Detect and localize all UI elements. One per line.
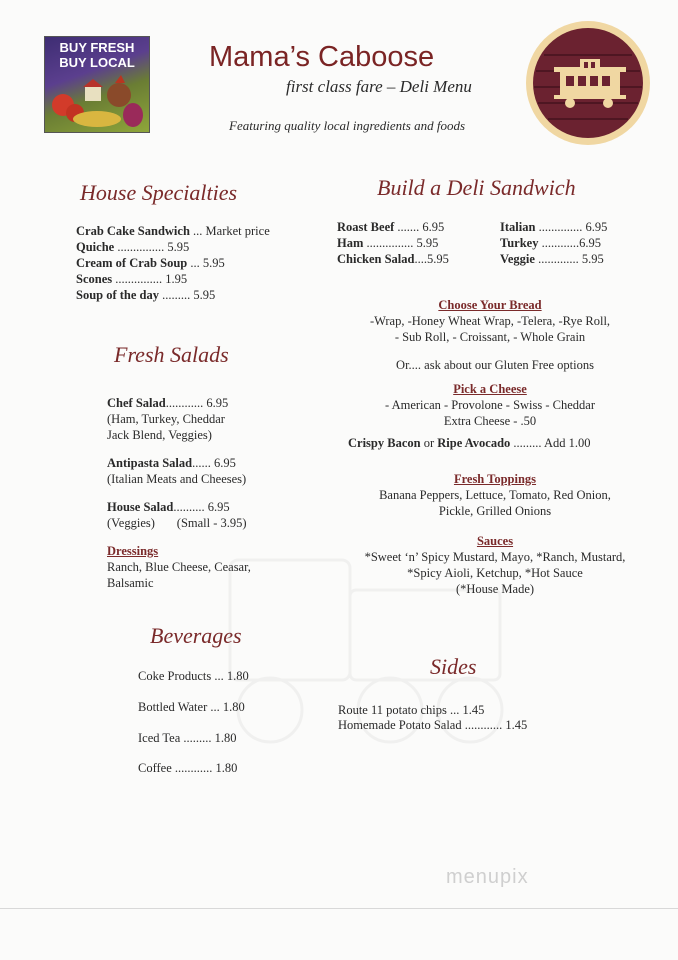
chef-salad-name: Chef Salad — [107, 396, 166, 410]
deli-item-name: Ham — [337, 236, 364, 250]
bread-section — [330, 298, 650, 345]
house-item-price: ............... 5.95 — [114, 240, 190, 254]
house-item-name: Scones — [76, 272, 113, 286]
deli-sandwich-heading: Build a Deli Sandwich — [377, 175, 576, 200]
beverage-item: Coffee ............ 1.80 — [138, 761, 238, 775]
deli-item-name: Veggie — [500, 252, 535, 266]
chef-salad-desc: (Ham, Turkey, Cheddar — [107, 412, 225, 426]
house-salad-price: .......... 6.95 — [173, 500, 230, 514]
dressings-list: Ranch, Blue Cheese, Ceasar, — [107, 560, 251, 574]
chef-salad — [107, 396, 228, 411]
house-salad-name: House Salad — [107, 500, 174, 514]
deli-item-price: ............6.95 — [538, 236, 601, 250]
dressings-heading: Dressings — [107, 544, 159, 558]
sauces-list: *Spicy Aioli, Ketchup, *Hot Sauce — [407, 566, 583, 580]
menupix-watermark: menupix — [446, 866, 529, 888]
chef-salad-price: ............ 6.95 — [165, 396, 229, 410]
house-item-price: ......... 5.95 — [159, 288, 216, 302]
deli-item-price: ....... 6.95 — [394, 220, 445, 234]
beverage-item: Iced Tea ......... 1.80 — [138, 731, 237, 745]
addon-bacon: Crispy Bacon — [348, 436, 421, 450]
deli-item — [337, 252, 449, 267]
house-item — [76, 240, 189, 255]
addon-avocado: Ripe Avocado — [437, 436, 511, 450]
side-item: Homemade Potato Salad ............ 1.45 — [338, 718, 528, 732]
dressings-list: Balsamic — [107, 576, 154, 590]
deli-item-name: Turkey — [500, 236, 539, 250]
deli-item-name: Roast Beef — [337, 220, 395, 234]
gluten-free-note: Or.... ask about our Gluten Free options — [396, 358, 594, 372]
house-item-price: ... 5.95 — [187, 256, 225, 270]
house-item-name: Crab Cake Sandwich — [76, 224, 190, 238]
deli-item-price: .............. 6.95 — [535, 220, 608, 234]
bread-options: - Sub Roll, - Croissant, - Whole Grain — [394, 330, 586, 344]
caboose-logo — [524, 19, 652, 147]
house-item — [76, 272, 187, 287]
cheese-options: - American - Provolone - Swiss - Cheddar — [384, 398, 596, 412]
logo-line-2: BUY LOCAL — [59, 55, 135, 70]
chef-salad-desc: Jack Blend, Veggies) — [107, 428, 212, 442]
house-item — [76, 288, 215, 303]
logo-line-1: BUY FRESH — [59, 40, 135, 55]
house-item-name: Cream of Crab Soup — [76, 256, 188, 270]
beverage-item: Bottled Water ... 1.80 — [138, 700, 245, 714]
sauces-list: *Sweet ‘n’ Spicy Mustard, Mayo, *Ranch, Mustard, — [364, 550, 626, 564]
cheese-heading: Pick a Cheese — [453, 382, 527, 396]
sauces-heading: Sauces — [476, 534, 514, 548]
house-item-price: ... Market price — [189, 224, 270, 238]
deli-item-name: Chicken Salad — [337, 252, 415, 266]
buy-fresh-buy-local-logo — [44, 36, 150, 133]
featuring-line: Featuring quality local ingredients and foods — [229, 118, 466, 133]
page-bottom-edge — [0, 908, 678, 909]
sides-heading: Sides — [430, 654, 477, 679]
house-item — [76, 256, 225, 271]
house-salad-desc: (Veggies) (Small - 3.95) — [107, 516, 247, 530]
toppings-heading: Fresh Toppings — [453, 472, 537, 486]
bread-options: -Wrap, -Honey Wheat Wrap, -Telera, -Rye Roll, — [369, 314, 611, 328]
extra-cheese: Extra Cheese - .50 — [443, 414, 537, 428]
antipasta-salad-desc: (Italian Meats and Cheeses) — [107, 472, 247, 486]
house-specialties-heading: House Specialties — [80, 180, 238, 205]
beverages-heading: Beverages — [150, 623, 242, 648]
deli-item — [337, 236, 438, 251]
deli-item-name: Italian — [500, 220, 536, 234]
house-item-name: Quiche — [76, 240, 115, 254]
deli-item — [500, 252, 604, 267]
antipasta-salad-price: ...... 6.95 — [192, 456, 236, 470]
house-item-price: ............... 1.95 — [112, 272, 188, 286]
tagline: first class fare – Deli Menu — [286, 77, 472, 96]
toppings-list: Pickle, Grilled Onions — [438, 504, 552, 518]
deli-item-price: ............... 5.95 — [363, 236, 439, 250]
deli-item — [500, 220, 607, 235]
sauces-note: (*House Made) — [455, 582, 535, 596]
bacon-avocado-addon — [348, 436, 591, 451]
deli-item — [337, 220, 444, 235]
beverage-item: Coke Products ... 1.80 — [138, 669, 249, 683]
fresh-salads-heading: Fresh Salads — [114, 342, 229, 367]
addon-or: or — [420, 436, 438, 450]
deli-item-price: ............. 5.95 — [534, 252, 604, 266]
restaurant-title: Mama’s Caboose — [209, 41, 435, 73]
house-item — [76, 224, 270, 239]
bread-heading: Choose Your Bread — [438, 298, 542, 312]
addon-price: ......... Add 1.00 — [510, 436, 591, 450]
antipasta-salad — [107, 456, 236, 471]
cheese-section — [330, 382, 650, 429]
toppings-list: Banana Peppers, Lettuce, Tomato, Red Onion, — [379, 488, 611, 502]
side-item: Route 11 potato chips ... 1.45 — [338, 703, 485, 717]
antipasta-salad-name: Antipasta Salad — [107, 456, 193, 470]
deli-item-price: ....5.95 — [414, 252, 449, 266]
deli-item — [500, 236, 601, 251]
background-train-watermark — [190, 500, 550, 800]
produce-illustration — [45, 73, 150, 133]
house-item-name: Soup of the day — [76, 288, 160, 302]
